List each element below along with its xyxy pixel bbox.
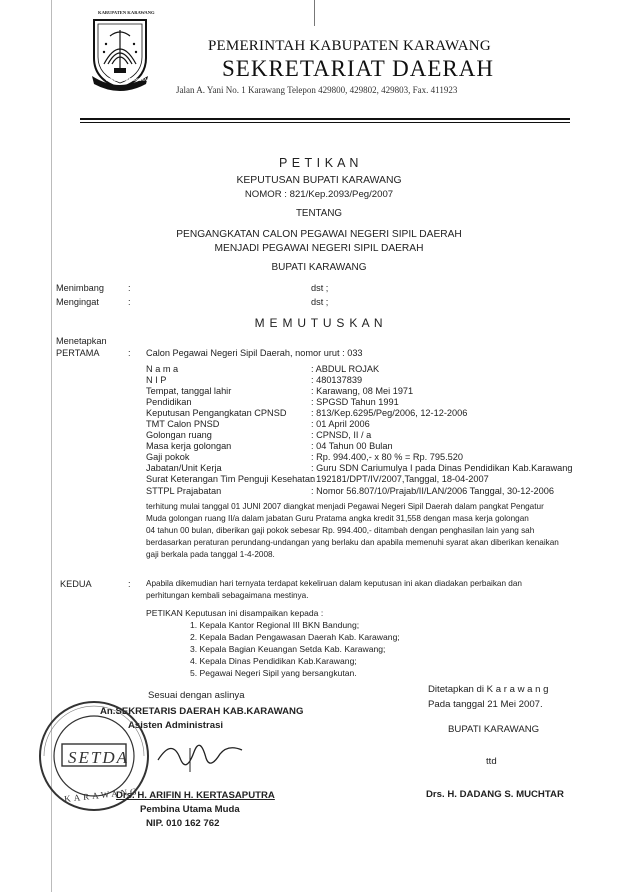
field-label: N I P <box>146 375 167 385</box>
distribution-item: 3. Kepala Bagian Keuangan Setda Kab. Karawang; <box>190 644 386 654</box>
value-menimbang: dst ; <box>311 283 329 293</box>
left-signatory-nip: NIP. 010 162 762 <box>146 818 220 829</box>
field-value: : 192181/DPT/IV/2007,Tanggal, 18-04-2007 <box>311 474 489 484</box>
colon-mengingat: : <box>128 297 131 307</box>
title-nomor: NOMOR : 821/Kep.2093/Peg/2007 <box>244 189 394 200</box>
pertama-intro: Calon Pegawai Negeri Sipil Daerah, nomor urut : 033 <box>146 348 363 358</box>
right-signatory-name: Drs. H. DADANG S. MUCHTAR <box>426 789 564 800</box>
distribution-header: PETIKAN Keputusan ini disampaikan kepada : <box>146 608 324 618</box>
kedua-text-line1: Apabila dikemudian hari ternyata terdapat kekeliruan dalam keputusan ini akan diadakan perbaikan dan <box>146 579 522 588</box>
field-value: : SPGSD Tahun 1991 <box>311 397 399 407</box>
left-handwritten-signature <box>150 730 250 780</box>
distribution-item: 1. Kepala Kantor Regional III BKN Bandung; <box>190 620 360 630</box>
field-label: Jabatan/Unit Kerja <box>146 463 222 473</box>
field-label: TMT Calon PNSD <box>146 419 220 429</box>
logo-motto-text: SINGAPERBANGSA <box>106 77 147 82</box>
kedua-text-line2: perhitungan kembali sebagaimana mestinya. <box>146 591 309 600</box>
issued-place: Ditetapkan di K a r a w a n g <box>428 684 549 695</box>
title-petikan: P E T I K A N <box>278 156 360 170</box>
title-subject-line2: MENJADI PEGAWAI NEGERI SIPIL DAERAH <box>214 243 424 254</box>
paragraph-line: berdasarkan peraturan perundang-undangan yang berlaku dan apabila memenuhi syarat akan diberikan kenaikan <box>146 538 559 547</box>
value-mengingat: dst ; <box>311 297 329 307</box>
field-label: Golongan ruang <box>146 430 212 440</box>
field-value: : Nomor 56.807/10/Prajab/II/LAN/2006 Tanggal, 30-12-2006 <box>311 486 554 496</box>
title-memutuskan: M E M U T U S K A N <box>254 316 384 330</box>
colon-pertama: : <box>128 348 131 358</box>
field-value: : 01 April 2006 <box>311 419 370 429</box>
field-label: Gaji pokok <box>146 452 190 462</box>
colon-menimbang: : <box>128 283 131 293</box>
field-value: : Guru SDN Cariumulya I pada Dinas Pendidikan Kab.Karawang <box>311 463 573 473</box>
label-kedua: KEDUA <box>60 579 92 589</box>
right-signatory-office: BUPATI KARAWANG <box>448 724 540 735</box>
label-mengingat: Mengingat <box>56 297 99 307</box>
letterhead-rule-thin <box>80 122 570 123</box>
stamp-center-text: SETDA <box>68 748 129 767</box>
letterhead-secretariat: SEKRETARIAT DAERAH <box>222 56 494 81</box>
paragraph-line: Muda golongan ruang II/a dalam jabatan Guru Pratama angka kredit 31,558 dengan masa kerja golongan <box>146 514 529 523</box>
field-value: : Rp. 994.400,- x 80 % = Rp. 795.520 <box>311 452 463 462</box>
certified-copy-note: Sesuai dengan aslinya <box>148 690 245 701</box>
field-label: N a m a <box>146 364 179 374</box>
field-label: STTPL Prajabatan <box>146 486 222 496</box>
letterhead-rule-thick <box>80 118 570 120</box>
field-value: : Karawang, 08 Mei 1971 <box>311 386 414 396</box>
letterhead-address: Jalan A. Yani No. 1 Karawang Telepon 429800, 429802, 429803, Fax. 411923 <box>176 85 458 95</box>
left-signatory-name: Drs. H. ARIFIN H. KERTASAPUTRA <box>116 790 275 801</box>
distribution-item: 5. Pegawai Negeri Sipil yang bersangkutan. <box>190 668 357 678</box>
paragraph-line: 04 tahun 00 bulan, diberikan gaji pokok sebesar Rp. 994.400,- ditambah dengan penghasilan lain yang sah <box>146 526 535 535</box>
left-signatory-rank: Pembina Utama Muda <box>140 804 240 815</box>
title-tentang: TENTANG <box>295 208 343 219</box>
paragraph-line: terhitung mulai tanggal 01 JUNI 2007 diangkat menjadi Pegawai Negeri Sipil Daerah dalam pangkat Pengatur <box>146 502 544 511</box>
field-label: Pendidikan <box>146 397 192 407</box>
field-label: Tempat, tanggal lahir <box>146 386 232 396</box>
paragraph-line: gaji berkala pada tanggal 1-4-2008. <box>146 550 275 559</box>
field-value: : 04 Tahun 00 Bulan <box>311 441 393 451</box>
distribution-item: 2. Kepala Badan Pengawasan Daerah Kab. Karawang; <box>190 632 400 642</box>
field-value: : ABDUL ROJAK <box>311 364 380 374</box>
left-signatory-office: An.SEKRETARIS DAERAH KAB.KARAWANG <box>100 706 304 717</box>
label-menetapkan: Menetapkan <box>56 336 107 346</box>
left-signatory-title: Asisten Administrasi <box>128 720 224 731</box>
title-subject-line1: PENGANGKATAN CALON PEGAWAI NEGERI SIPIL DAERAH <box>176 229 462 240</box>
field-label: Keputusan Pengangkatan CPNSD <box>146 408 287 418</box>
colon-kedua: : <box>128 579 131 589</box>
field-value: : 480137839 <box>311 375 363 385</box>
issued-date: Pada tanggal 21 Mei 2007. <box>428 699 543 710</box>
logo-top-text: KABUPATEN KARAWANG <box>98 10 155 15</box>
letterhead-government: PEMERINTAH KABUPATEN KARAWANG <box>208 38 491 54</box>
field-value: : CPNSD, II / a <box>311 430 372 440</box>
scan-edge-mark <box>314 0 315 26</box>
title-keputusan: KEPUTUSAN BUPATI KARAWANG <box>236 175 402 186</box>
field-label: Masa kerja golongan <box>146 441 232 451</box>
field-label: Surat Keterangan Tim Penguji Kesehatan <box>146 474 316 484</box>
label-pertama: PERTAMA <box>56 348 100 358</box>
signed-marker: ttd <box>486 756 497 767</box>
title-bupati: BUPATI KARAWANG <box>271 262 367 273</box>
stamp-ring-text: KARAWANG <box>63 786 141 804</box>
distribution-item: 4. Kepala Dinas Pendidikan Kab.Karawang; <box>190 656 357 666</box>
label-menimbang: Menimbang <box>56 283 105 293</box>
field-value: : 813/Kep.6295/Peg/2006, 12-12-2006 <box>311 408 468 418</box>
